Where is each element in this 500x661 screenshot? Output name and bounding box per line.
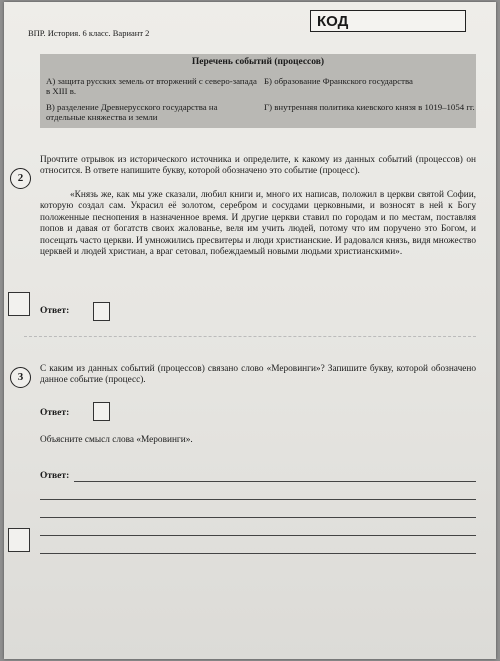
code-field[interactable]: КОД — [310, 10, 466, 32]
answer-line-3[interactable] — [40, 517, 476, 518]
event-v: В) разделение Древнерусского государства на отдельные княжества и земли — [46, 102, 218, 122]
event-b: Б) образование Франкского государства — [264, 76, 413, 86]
answer-line-2[interactable] — [40, 499, 476, 500]
answer-line-4[interactable] — [40, 535, 476, 536]
question-3-answer-box[interactable] — [93, 402, 110, 421]
question-3-answer-label: Ответ: — [40, 408, 70, 418]
question-2-score-box — [8, 292, 30, 316]
question-2-prompt: Прочтите отрывок из исторического источника и определите, к какому из данных событий (процессов) он относится. В ответе напишите букву, которой обозначено это событие (процесс). — [40, 155, 476, 177]
event-g: Г) внутренняя политика киевского князя в 1019–1054 гг. — [264, 102, 475, 112]
question-3-explain-prompt: Объясните смысл слова «Меровинги». — [40, 435, 193, 445]
question-2-answer-box[interactable] — [93, 302, 110, 321]
events-list-title: Перечень событий (процессов) — [191, 57, 325, 67]
question-2-number: 2 — [10, 168, 31, 189]
question-3-prompt: С каким из данных событий (процессов) связано слово «Меровинги»? Запишите букву, которой обозначено данное событие (процесс). — [40, 364, 476, 386]
events-list-box — [40, 54, 476, 128]
answer-line-5[interactable] — [40, 553, 476, 554]
section-divider — [24, 336, 476, 337]
question-3-explain-answer-label: Ответ: — [40, 471, 70, 481]
question-3-number: 3 — [10, 367, 31, 388]
question-2-source-quote: «Князь же, как мы уже сказали, любил книги и, много их написав, положил в церкви святой Софии, которую создал сам. Украсил её золотом, серебром и сосудами церковными, и возносят в ней к Богу положенные песнопения в назначенное время. И другие церкви ставил по городам и по местам, поставляя попов и давая от богатств своих жалованье, веля им учить людей, потому что им поручено это Богом, и посещать часто церкви. И умножились пресвитеры и люди христианские. И радовался князь, видя множество церквей и людей христиан, а враг сетовал, побеждаемый новыми людьми христианскими». — [40, 190, 476, 258]
question-2-answer-label: Ответ: — [40, 306, 70, 316]
worksheet-page — [4, 2, 496, 659]
question-3-score-box — [8, 528, 30, 552]
event-a: А) защита русских земель от вторжений с северо-запада в XIII в. — [46, 76, 257, 96]
answer-line-1[interactable] — [74, 481, 476, 482]
variant-header: ВПР. История. 6 класс. Вариант 2 — [28, 28, 150, 38]
